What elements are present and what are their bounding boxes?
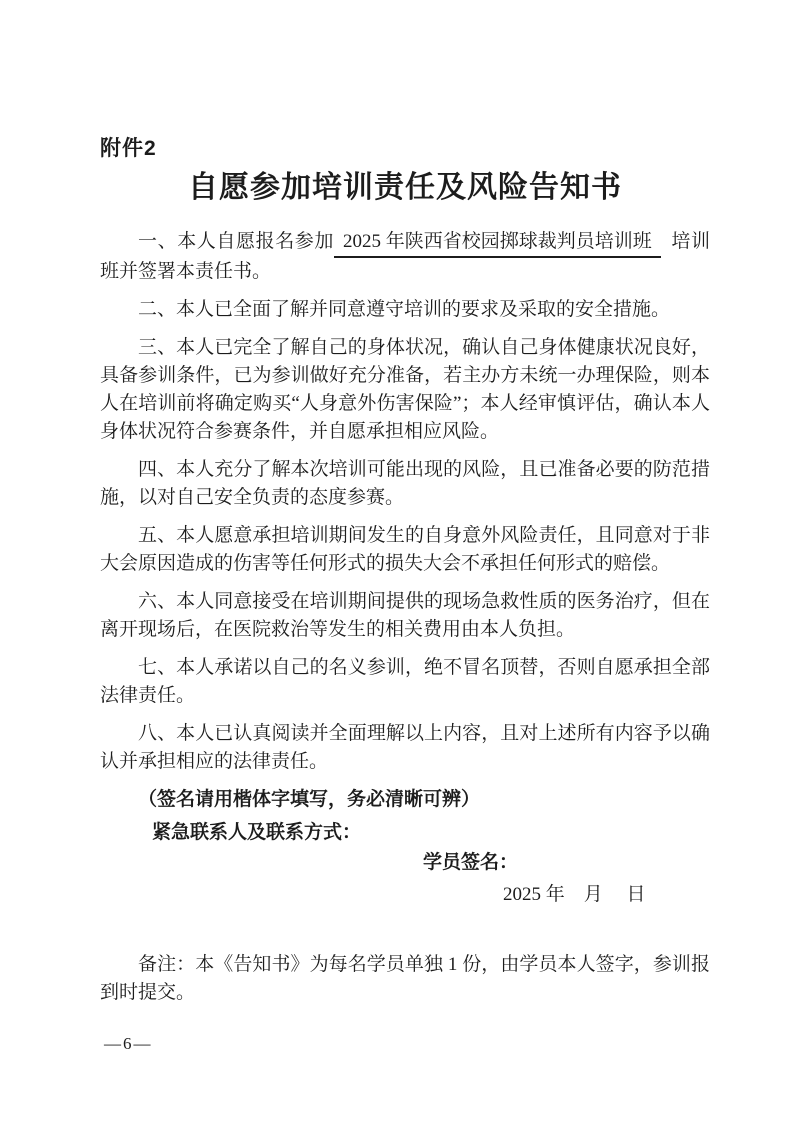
clause-7: 七、本人承诺以自己的名义参训，绝不冒名顶替，否则自愿承担全部法律责任。 xyxy=(100,657,710,706)
clause-8: 八、本人已认真阅读并全面理解以上内容，且对上述所有内容予以确认并承担相应的法律责任。 xyxy=(100,723,710,772)
clause-3: 三、本人已完全了解自己的身体状况，确认自己身体健康状况良好，具备参训条件，已为参训做好充分准备，若主办方未统一办理保险，则本人在培训前将确定购买“人身意外伤害保险”；本人经审慎评估，确认本人身体状况符合参赛条件，并自愿承担相应风险。 xyxy=(100,337,710,442)
clause-1-prefix: 一、本人自愿报名参加 xyxy=(138,231,335,252)
training-name-blank: 2025 年陕西省校园掷球裁判员培训班 xyxy=(334,228,661,258)
clause-4: 四、本人充分了解本次培训可能出现的风险，且已准备必要的防范措施，以对自己安全负责的态度参赛。 xyxy=(100,459,710,508)
page-number: —6— xyxy=(104,1034,153,1053)
clause-6: 六、本人同意接受在培训期间提供的现场急救性质的医务治疗，但在离开现场后，在医院救治等发生的相关费用由本人负担。 xyxy=(100,591,710,640)
trainee-signature-label: 学员签名： xyxy=(423,852,519,873)
clause-1-suffix: 培训班并签署本责任书。 xyxy=(100,231,710,282)
document-content xyxy=(100,136,710,1007)
signature-instruction-note: （签名请用楷体字填写，务必清晰可辨） xyxy=(138,789,481,810)
signature-date-line: 2025 年 月 日 xyxy=(503,884,646,905)
document-title: 自愿参加培训责任及风险告知书 xyxy=(188,171,622,204)
clause-2: 二、本人已全面了解并同意遵守培训的要求及采取的安全措施。 xyxy=(138,299,671,320)
clause-1 xyxy=(100,228,710,286)
remark-note: 备注：本《告知书》为每名学员单独 1 份，由学员本人签字，参训报到时提交。 xyxy=(100,954,710,1003)
clause-5: 五、本人愿意承担培训期间发生的自身意外风险责任，且同意对于非大会原因造成的伤害等任何形式的损失大会不承担任何形式的赔偿。 xyxy=(100,525,710,574)
attachment-label: 附件2 xyxy=(100,137,157,160)
emergency-contact-label: 紧急联系人及联系方式： xyxy=(152,822,362,843)
